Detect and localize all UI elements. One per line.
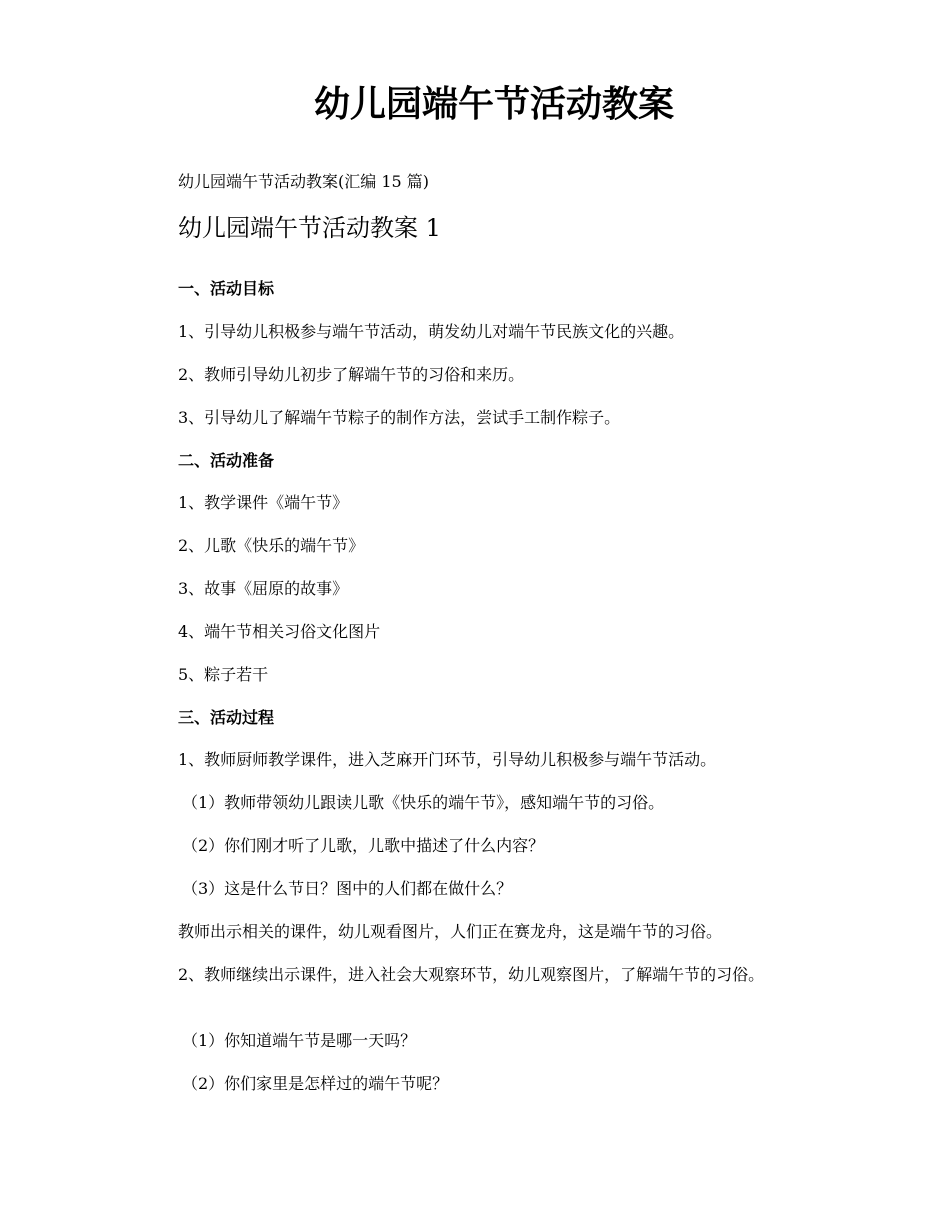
- process-substep: （1）教师带领幼儿跟读儿歌《快乐的端午节》，感知端午节的习俗。: [182, 793, 665, 812]
- process-substep: （1）你知道端午节是哪一天吗？: [182, 1031, 417, 1050]
- section-title-preparation: 二、活动准备: [178, 451, 275, 470]
- section-title-goals: 一、活动目标: [178, 279, 275, 298]
- process-step: 1、教师厨师教学课件，进入芝麻开门环节，引导幼儿积极参与端午节活动。: [178, 750, 717, 769]
- process-step: 2、教师继续出示课件，进入社会大观察环节，幼儿观察图片，了解端午节的习俗。: [178, 965, 765, 984]
- goal-item: 3、引导幼儿了解端午节粽子的制作方法，尝试手工制作粽子。: [178, 408, 621, 427]
- lesson-heading: 幼儿园端午节活动教案 1: [178, 214, 441, 242]
- process-substep: （3）这是什么节日？图中的人们都在做什么？: [182, 879, 513, 898]
- document-subtitle: 幼儿园端午节活动教案(汇编 15 篇): [178, 172, 430, 191]
- goal-item: 1、引导幼儿积极参与端午节活动，萌发幼儿对端午节民族文化的兴趣。: [178, 322, 685, 341]
- process-substep: （2）你们家里是怎样过的端午节呢？: [182, 1074, 449, 1093]
- preparation-item: 3、故事《屈原的故事》: [178, 579, 349, 598]
- document-title: 幼儿园端午节活动教案: [313, 83, 674, 125]
- preparation-item: 1、教学课件《端午节》: [178, 493, 349, 512]
- goal-item: 2、教师引导幼儿初步了解端午节的习俗和来历。: [178, 365, 525, 384]
- process-substep: （2）你们刚才听了儿歌，儿歌中描述了什么内容？: [182, 836, 545, 855]
- preparation-item: 2、儿歌《快乐的端午节》: [178, 536, 365, 555]
- preparation-item: 4、端午节相关习俗文化图片: [178, 622, 381, 641]
- preparation-item: 5、粽子若干: [178, 665, 269, 684]
- section-title-process: 三、活动过程: [178, 708, 275, 727]
- process-note: 教师出示相关的课件，幼儿观看图片，人们正在赛龙舟，这是端午节的习俗。: [178, 922, 723, 941]
